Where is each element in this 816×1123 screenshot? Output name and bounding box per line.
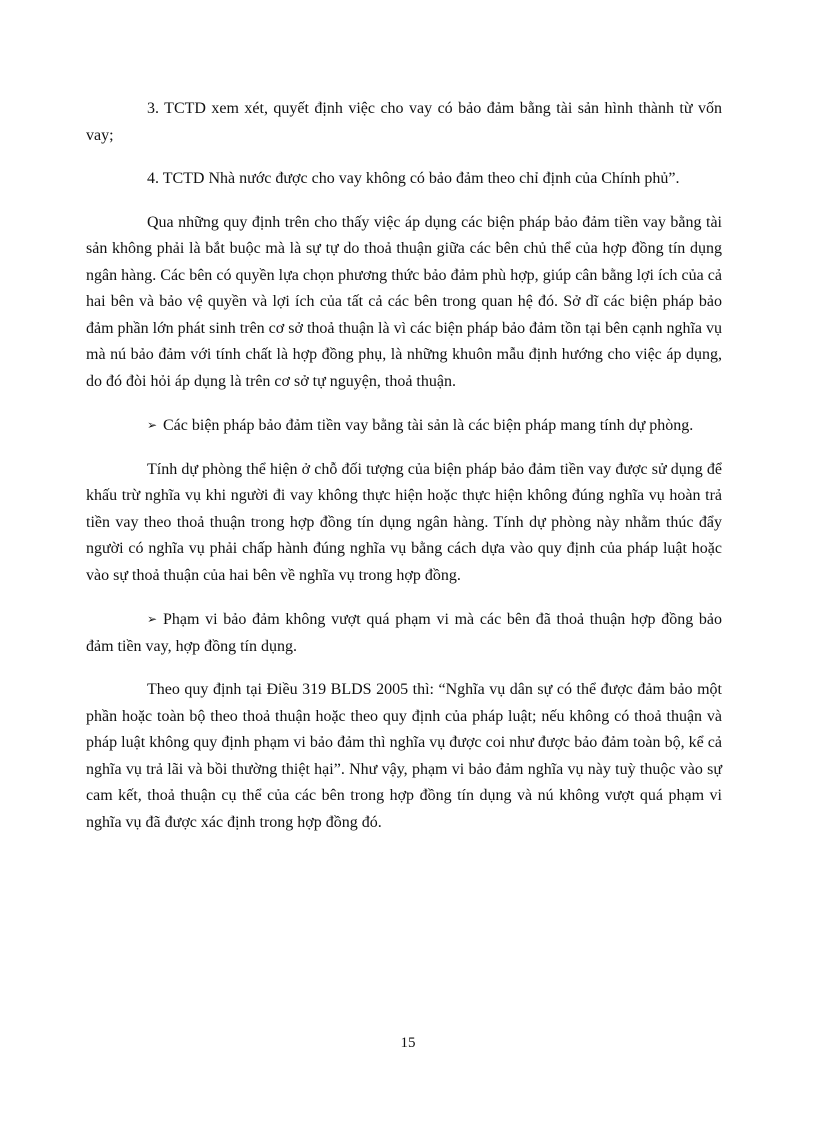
arrow-bullet-icon: ➢ [147, 612, 158, 626]
paragraph-article-319: Theo quy định tại Điều 319 BLDS 2005 thì: “Nghĩa vụ dân sự có thể được đảm bảo một phần hoặc toàn bộ theo thoả thuận hoặc theo quy định của pháp luật; nếu không có thoả thuận và pháp luật không quy định phạm vi bảo đảm thì nghĩa vụ được coi như được bảo đảm toàn bộ, kể cả nghĩa vụ trả lãi và bồi thường thiệt hại”. Như vậy, phạm vi bảo đảm nghĩa vụ này tuỳ thuộc vào sự cam kết, thoả thuận cụ thể của các bên trong hợp đồng tín dụng và nú không vượt quá phạm vi nghĩa vụ đã được xác định trong hợp đồng đó. [86, 681, 722, 831]
bullet-point-scope [86, 606, 722, 660]
document-page [86, 96, 722, 853]
page-number: 15 [400, 1035, 416, 1051]
bullet-text: Phạm vi bảo đảm không vượt quá phạm vi mà các bên đã thoả thuận hợp đồng bảo đảm tiền vay, hợp đồng tín dụng. [86, 611, 722, 655]
paragraph-item-3: 3. TCTD xem xét, quyết định việc cho vay có bảo đảm bằng tài sản hình thành từ vốn vay; [86, 100, 722, 144]
paragraph-reserve-explanation: Tính dự phòng thể hiện ở chỗ đối tượng của biện pháp bảo đảm tiền vay được sử dụng để khấu trừ nghĩa vụ khi người đi vay không thực hiện hoặc thực hiện không đúng nghĩa vụ hoàn trả tiền vay theo thoả thuận trong hợp đồng tín dụng ngân hàng. Tính dự phòng này nhằm thúc đẩy người có nghĩa vụ phải chấp hành đúng nghĩa vụ bằng cách dựa vào quy định của pháp luật hoặc vào sự thoả thuận của hai bên về nghĩa vụ trong hợp đồng. [86, 460, 722, 584]
arrow-bullet-icon: ➢ [147, 418, 158, 432]
paragraph-item-4: 4. TCTD Nhà nước được cho vay không có bảo đảm theo chỉ định của Chính phủ”. [147, 170, 680, 187]
paragraph-summary: Qua những quy định trên cho thấy việc áp dụng các biện pháp bảo đảm tiền vay bằng tài sản không phải là bắt buộc mà là sự tự do thoả thuận giữa các bên chủ thể của hợp đồng tín dụng ngân hàng. Các bên có quyền lựa chọn phương thức bảo đảm phù hợp, giúp cân bằng lợi ích của cả hai bên và bảo vệ quyền và lợi ích của tất cả các bên trong quan hệ đó. Sở dĩ các biện pháp bảo đảm phần lớn phát sinh trên cơ sở thoả thuận là vì các biện pháp bảo đảm tồn tại bên cạnh nghĩa vụ mà nú bảo đảm với tính chất là hợp đồng phụ, là những khuôn mẫu định hướng cho việc áp dụng, do đó đòi hỏi áp dụng là trên cơ sở tự nguyện, thoả thuận. [86, 213, 722, 390]
bullet-point-reserve [86, 412, 722, 440]
bullet-text: Các biện pháp bảo đảm tiền vay bằng tài sản là các biện pháp mang tính dự phòng. [163, 417, 694, 434]
